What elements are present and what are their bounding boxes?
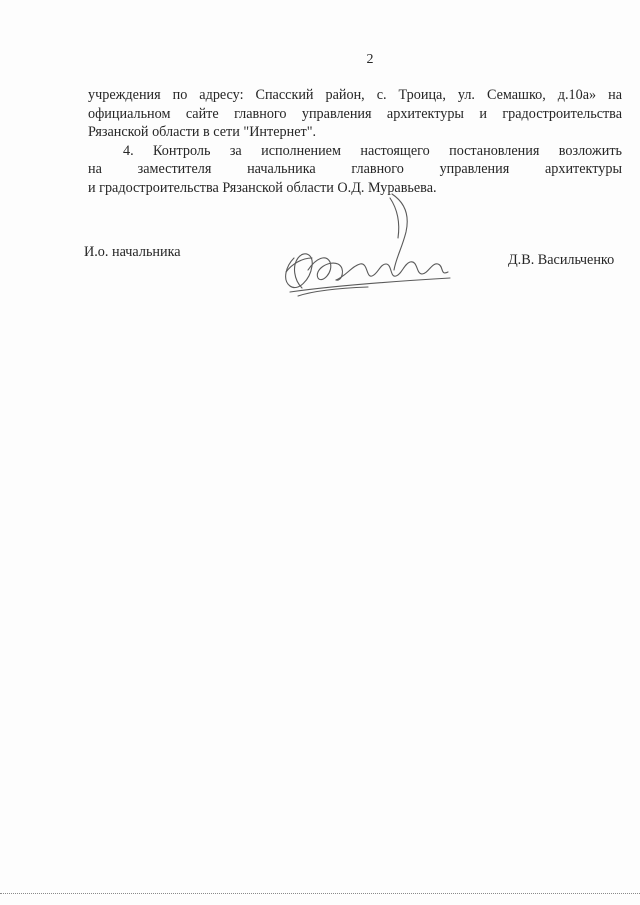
- page-bottom-edge: [0, 893, 640, 894]
- handwritten-signature: [272, 192, 462, 302]
- signatory-title: И.о. начальника: [84, 244, 181, 260]
- paragraph-line: официальном сайте главного управления архитектуры и градостроительства: [88, 105, 622, 122]
- paragraph-line: 4. Контроль за исполнением настоящего постановления возложить: [123, 142, 622, 159]
- paragraph-line: Рязанской области в сети "Интернет".: [88, 124, 317, 140]
- signatory-name: Д.В. Васильченко: [508, 252, 615, 268]
- signature-block: [0, 244, 640, 304]
- paragraph-line: учреждения по адресу: Спасский район, с. Троица, ул. Семашко, д.10а» на: [88, 87, 622, 103]
- document-body: [88, 86, 622, 197]
- paragraph-line: и градостроительства Рязанской области О.Д. Муравьева.: [88, 179, 437, 196]
- page-number: 2: [366, 52, 374, 67]
- paragraph-line: на заместителя начальника главного управления архитектуры: [88, 161, 622, 177]
